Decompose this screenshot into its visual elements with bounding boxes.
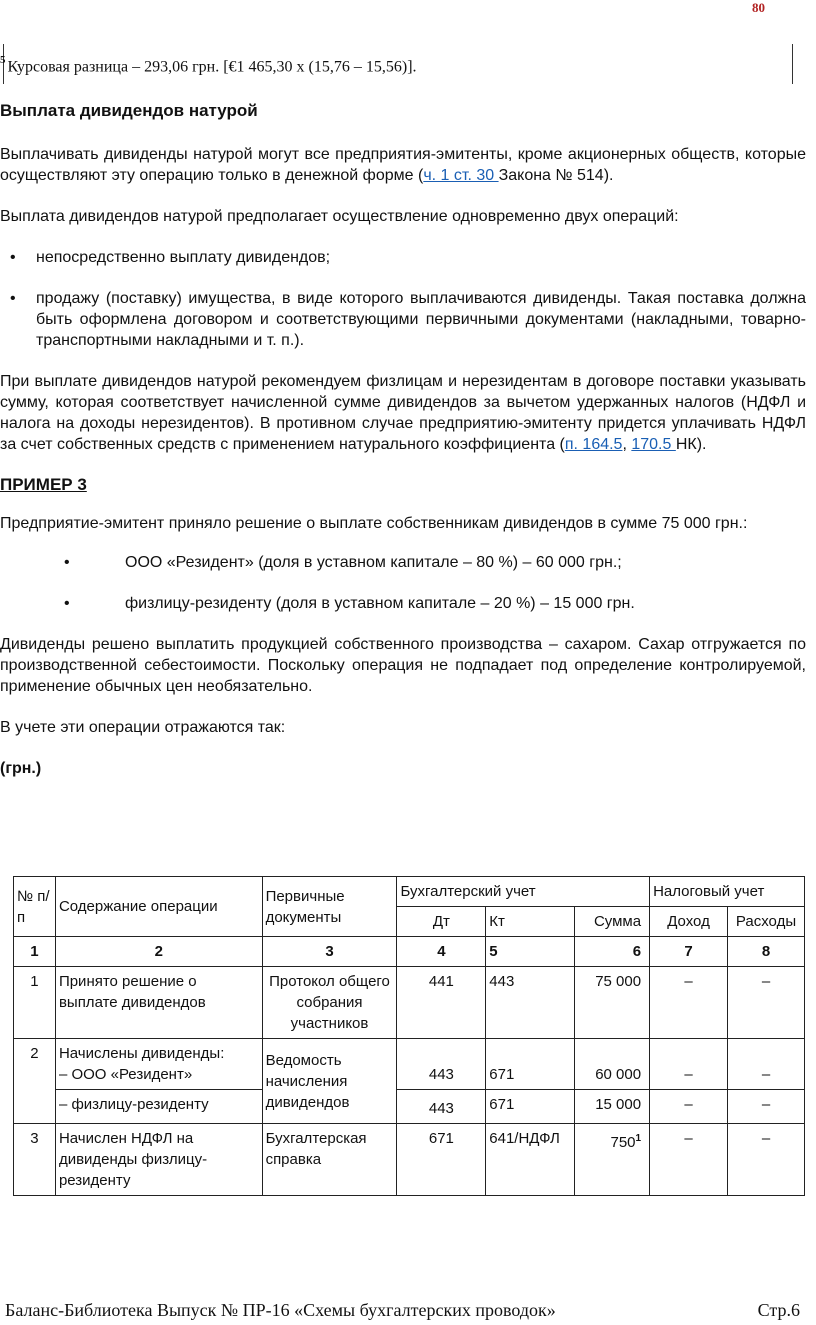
example-title: ПРИМЕР 3 <box>0 475 87 494</box>
row-docs: Протокол общего собрания участников <box>262 967 397 1039</box>
header-docs: Первичные документы <box>262 877 397 937</box>
list-item-text: непосредственно выплату дивидендов; <box>36 249 331 266</box>
footnote <box>0 56 417 76</box>
page-footer <box>5 1300 800 1321</box>
tax-code-link-2[interactable]: 170.5 <box>631 436 676 453</box>
example-list-item-text: ООО «Резидент» (доля в уставном капитале – 80 %) – 60 000 грн.; <box>125 554 622 571</box>
paragraph-3 <box>0 371 806 455</box>
list-item <box>0 288 806 351</box>
row-sum: 15 000 <box>575 1090 650 1124</box>
row-kt: 443 <box>486 967 575 1039</box>
row-income: – <box>650 1090 728 1124</box>
header-expense: Расходы <box>727 907 804 937</box>
row-dt: 443 <box>397 1039 486 1090</box>
row-dt: 671 <box>397 1124 486 1196</box>
row-sub: – ООО «Резидент» <box>58 1066 193 1083</box>
section-title: Выплата дивидендов натурой <box>0 101 258 120</box>
table-row <box>14 1124 805 1196</box>
paragraph-6: В учете эти операции отражаются так: <box>0 719 286 736</box>
row-num: 1 <box>14 967 56 1039</box>
row-docs: Ведомость начисления дивидендов <box>262 1039 397 1124</box>
sum-footnote-marker: 1 <box>635 1133 642 1144</box>
column-number: 2 <box>55 937 262 967</box>
row-content <box>55 1039 262 1090</box>
paragraph-1-text: Выплачивать дивиденды натурой могут все предприятия-эмитенты, кроме акционерных обществ, которые осуществляют эту операцию только в денежной форме ( <box>0 146 806 184</box>
row-content: Начислен НДФЛ на дивиденды физлицу-резиденту <box>55 1124 262 1196</box>
row-income: – <box>650 1039 728 1090</box>
header-kt: Кт <box>486 907 575 937</box>
footnote-marker: 5 <box>0 54 6 66</box>
paragraph-3-text: При выплате дивидендов натурой рекомендуем физлицам и нерезидентам в договоре поставки указывать сумму, которая соответствует начисленной сумме дивидендов за вычетом удержанных налогов (НДФЛ и налога на доходы нерезидентов). В противном случае предприятию-эмитенту придется уплачивать НДФЛ за счет собственных средств с применением натурального коэффициента ( <box>0 373 806 453</box>
bullet-icon: • <box>64 554 70 571</box>
separator: , <box>622 436 632 453</box>
row-expense: – <box>727 1039 804 1090</box>
column-number-row <box>14 937 805 967</box>
footer-page: Стр.6 <box>757 1300 800 1320</box>
tax-code-link-1[interactable]: п. 164.5 <box>564 436 623 453</box>
row-expense: – <box>727 967 804 1039</box>
header-dt: Дт <box>397 907 486 937</box>
row-dt: 441 <box>397 967 486 1039</box>
header-content: Содержание операции <box>55 877 262 937</box>
header-income: Доход <box>650 907 728 937</box>
footnote-text: Курсовая разница – 293,06 грн. [€1 465,30 х (15,76 – 15,56)]. <box>7 58 417 76</box>
header-accounting: Бухгалтерский учет <box>397 877 650 907</box>
row-sum: 750 <box>610 1134 636 1151</box>
row-income: – <box>650 1124 728 1196</box>
row-docs: Бухгалтерская справка <box>262 1124 397 1196</box>
example-list-item <box>0 552 806 573</box>
row-sum: 60 000 <box>575 1039 650 1090</box>
bullet-icon: • <box>10 249 16 266</box>
accounting-table <box>13 876 805 1196</box>
paragraph-5: Дивиденды решено выплатить продукцией собственного производства – сахаром. Сахар отгружается по производственной себестоимости. Поскольку операция не подпадает под определение контролируемой, применение обычных цен необязательно. <box>0 636 806 695</box>
row-sum-cell <box>575 1124 650 1196</box>
law-link[interactable]: ч. 1 ст. 30 <box>423 167 499 184</box>
paragraph-4: Предприятие-эмитент приняло решение о выплате собственникам дивидендов в сумме 75 000 грн.: <box>0 515 748 532</box>
bullet-icon: • <box>64 595 70 612</box>
paragraph-1 <box>0 144 806 186</box>
row-num: 2 <box>14 1039 56 1124</box>
list-item <box>0 247 806 268</box>
bullet-icon: • <box>10 290 16 307</box>
header-sum: Сумма <box>575 907 650 937</box>
row-dt: 443 <box>397 1090 486 1124</box>
table-row <box>14 1039 805 1090</box>
header-tax: Налоговый учет <box>650 877 805 907</box>
paragraph-2: Выплата дивидендов натурой предполагает осуществление одновременно двух операций: <box>0 208 679 225</box>
row-title: Начислены дивиденды: <box>58 1045 225 1062</box>
column-number: 8 <box>727 937 804 967</box>
column-number: 1 <box>14 937 56 967</box>
row-kt: 641/НДФЛ <box>486 1124 575 1196</box>
unit-label: (грн.) <box>0 760 42 777</box>
example-list-item <box>0 593 806 614</box>
column-number: 6 <box>575 937 650 967</box>
row-expense: – <box>727 1090 804 1124</box>
header-num: № п/п <box>14 877 56 937</box>
row-income: – <box>650 967 728 1039</box>
column-number: 7 <box>650 937 728 967</box>
row-sub: – физлицу-резиденту <box>55 1090 262 1124</box>
row-sum: 75 000 <box>575 967 650 1039</box>
column-number: 3 <box>262 937 397 967</box>
footer-title: Баланс-Библиотека Выпуск № ПР-16 «Схемы бухгалтерских проводок» <box>5 1300 556 1320</box>
paragraph-1-tail: Закона № 514). <box>498 167 614 184</box>
row-kt: 671 <box>486 1090 575 1124</box>
table-row <box>14 967 805 1039</box>
paragraph-3-tail: НК). <box>675 436 707 453</box>
example-list-item-text: физлицу-резиденту (доля в уставном капитале – 20 %) – 15 000 грн. <box>125 595 635 612</box>
margin-bar-right <box>792 44 793 84</box>
row-num: 3 <box>14 1124 56 1196</box>
article-body <box>0 100 806 779</box>
page-number: 80 <box>752 0 765 15</box>
column-number: 4 <box>397 937 486 967</box>
table-row <box>14 1090 805 1124</box>
row-content: Принято решение о выплате дивидендов <box>55 967 262 1039</box>
row-expense: – <box>727 1124 804 1196</box>
row-kt: 671 <box>486 1039 575 1090</box>
column-number: 5 <box>486 937 575 967</box>
list-item-text: продажу (поставку) имущества, в виде которого выплачиваются дивиденды. Такая поставка должна быть оформлена договором и соответствующими первичными документами (накладными, товарно-транспортными накладными и т. п.). <box>36 290 806 349</box>
table-header-row <box>14 877 805 907</box>
